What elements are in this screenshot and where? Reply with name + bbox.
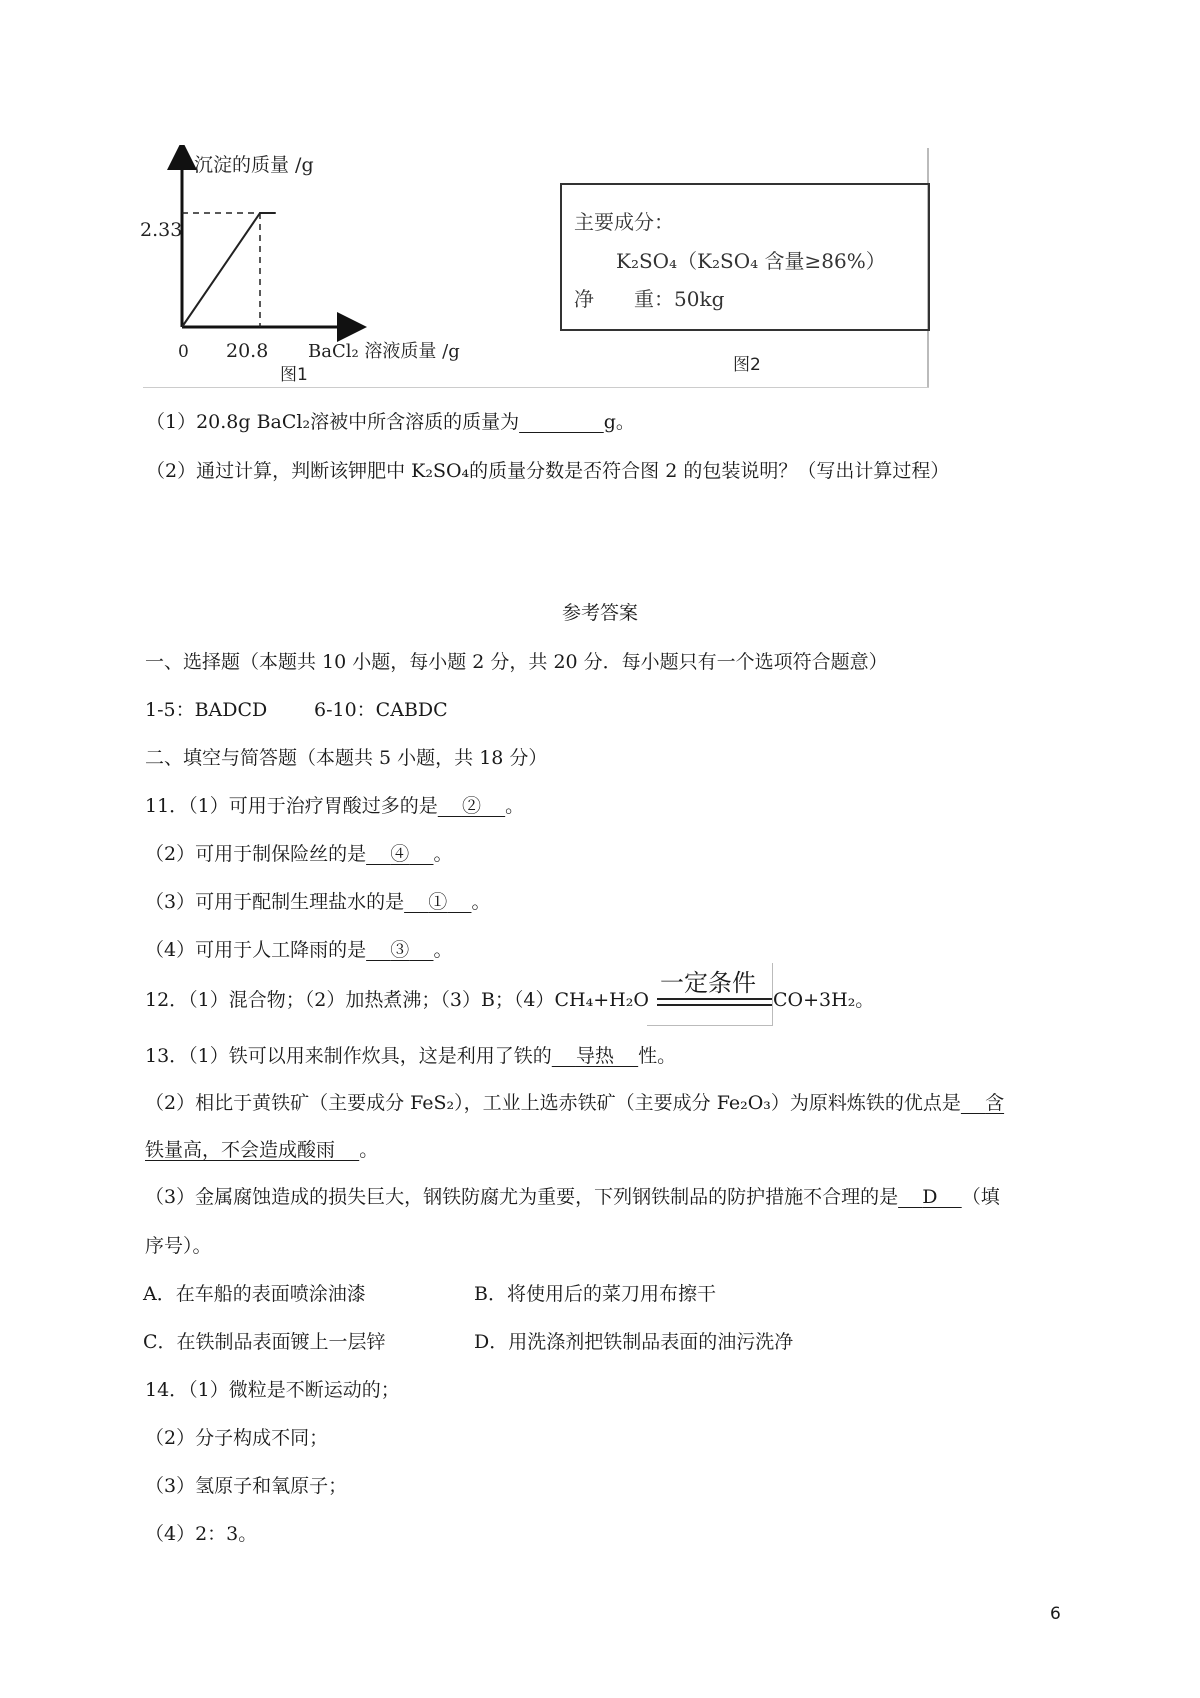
option-b: B．将使用后的菜刀用布擦干 <box>474 1283 716 1305</box>
equals-line-top <box>657 998 772 1000</box>
answer-13-1: 13．（1）铁可以用来制作炊具，这是利用了铁的 导热 性。 <box>145 1045 677 1067</box>
answer-13-2-cont: 铁量高，不会造成酸雨 。 <box>145 1139 379 1161</box>
label-net-weight: 净 重：50kg <box>574 287 725 311</box>
mc-answers-1: 1-5：BADCD <box>145 699 268 721</box>
section-1-heading: 一、选择题（本题共 10 小题，每小题 2 分，共 20 分．每小题只有一个选项符合题意） <box>145 651 888 673</box>
x-tick-label: 20.8 <box>226 340 269 362</box>
answer-14-3: （3）氢原子和氧原子； <box>145 1475 348 1497</box>
figure1-chart <box>130 145 490 395</box>
figure2-caption: 图2 <box>733 355 761 375</box>
precipitate-line <box>182 213 276 327</box>
page-number: 6 <box>1050 1604 1061 1624</box>
answer-11-2: （2）可用于制保险丝的是 ④ 。 <box>145 843 453 865</box>
answer-13-2: （2）相比于黄铁矿（主要成分 FeS₂），工业上选赤铁矿（主要成分 Fe₂O₃）为原料炼铁的优点是 含 <box>145 1092 1005 1114</box>
answer-14-2: （2）分子构成不同； <box>145 1427 329 1449</box>
answer-12: 12．（1）混合物；（2）加热煮沸；（3）B；（4）CH₄+H₂O <box>145 989 649 1011</box>
answer-13-3-cont: 序号）。 <box>145 1235 212 1257</box>
answer-12-product: CO+3H₂。 <box>773 989 875 1011</box>
answers-title: 参考答案 <box>562 602 639 624</box>
option-a: A．在车船的表面喷涂油漆 <box>143 1283 366 1305</box>
answer-14-4: （4）2：3。 <box>145 1523 258 1545</box>
option-d: D．用洗涤剂把铁制品表面的油污洗净 <box>474 1331 794 1353</box>
y-tick-label: 2.33 <box>140 219 183 241</box>
answer-11-1: 11．（1）可用于治疗胃酸过多的是 ② 。 <box>145 795 525 817</box>
answer-13-3: （3）金属腐蚀造成的损失巨大，钢铁防腐尤为重要，下列钢铁制品的防护措施不合理的是 D （填 <box>145 1186 1000 1208</box>
option-c: C．在铁制品表面镀上一层锌 <box>143 1331 386 1353</box>
x-axis-label: BaCl₂ 溶液质量 /g <box>308 341 460 362</box>
reaction-condition: 一定条件 <box>660 969 756 997</box>
equals-line-bottom <box>657 1004 772 1006</box>
figure1-caption: 图1 <box>280 365 308 385</box>
section-2-heading: 二、填空与简答题（本题共 5 小题，共 18 分） <box>145 747 548 769</box>
question-2: （2）通过计算，判断该钾肥中 K₂SO₄的质量分数是否符合图 2 的包装说明？（写出计算过程） <box>146 460 950 482</box>
answer-11-3: （3）可用于配制生理盐水的是 ① 。 <box>145 891 491 913</box>
answer-blank <box>519 411 604 433</box>
mc-answers-2: 6-10：CABDC <box>314 699 448 721</box>
question-1: （1）20.8g BaCl₂溶被中所含溶质的质量为 g。 <box>146 411 635 433</box>
y-axis-label: 沉淀的质量 /g <box>194 154 314 176</box>
answer-11-4: （4）可用于人工降雨的是 ③ 。 <box>145 939 453 961</box>
answer-14-1: 14．（1）微粒是不断运动的； <box>145 1379 400 1401</box>
label-main-ingredient: 主要成分： <box>574 210 674 234</box>
origin-label: 0 <box>178 342 189 362</box>
label-composition: K₂SO₄（K₂SO₄ 含量≥86%） <box>616 249 886 273</box>
